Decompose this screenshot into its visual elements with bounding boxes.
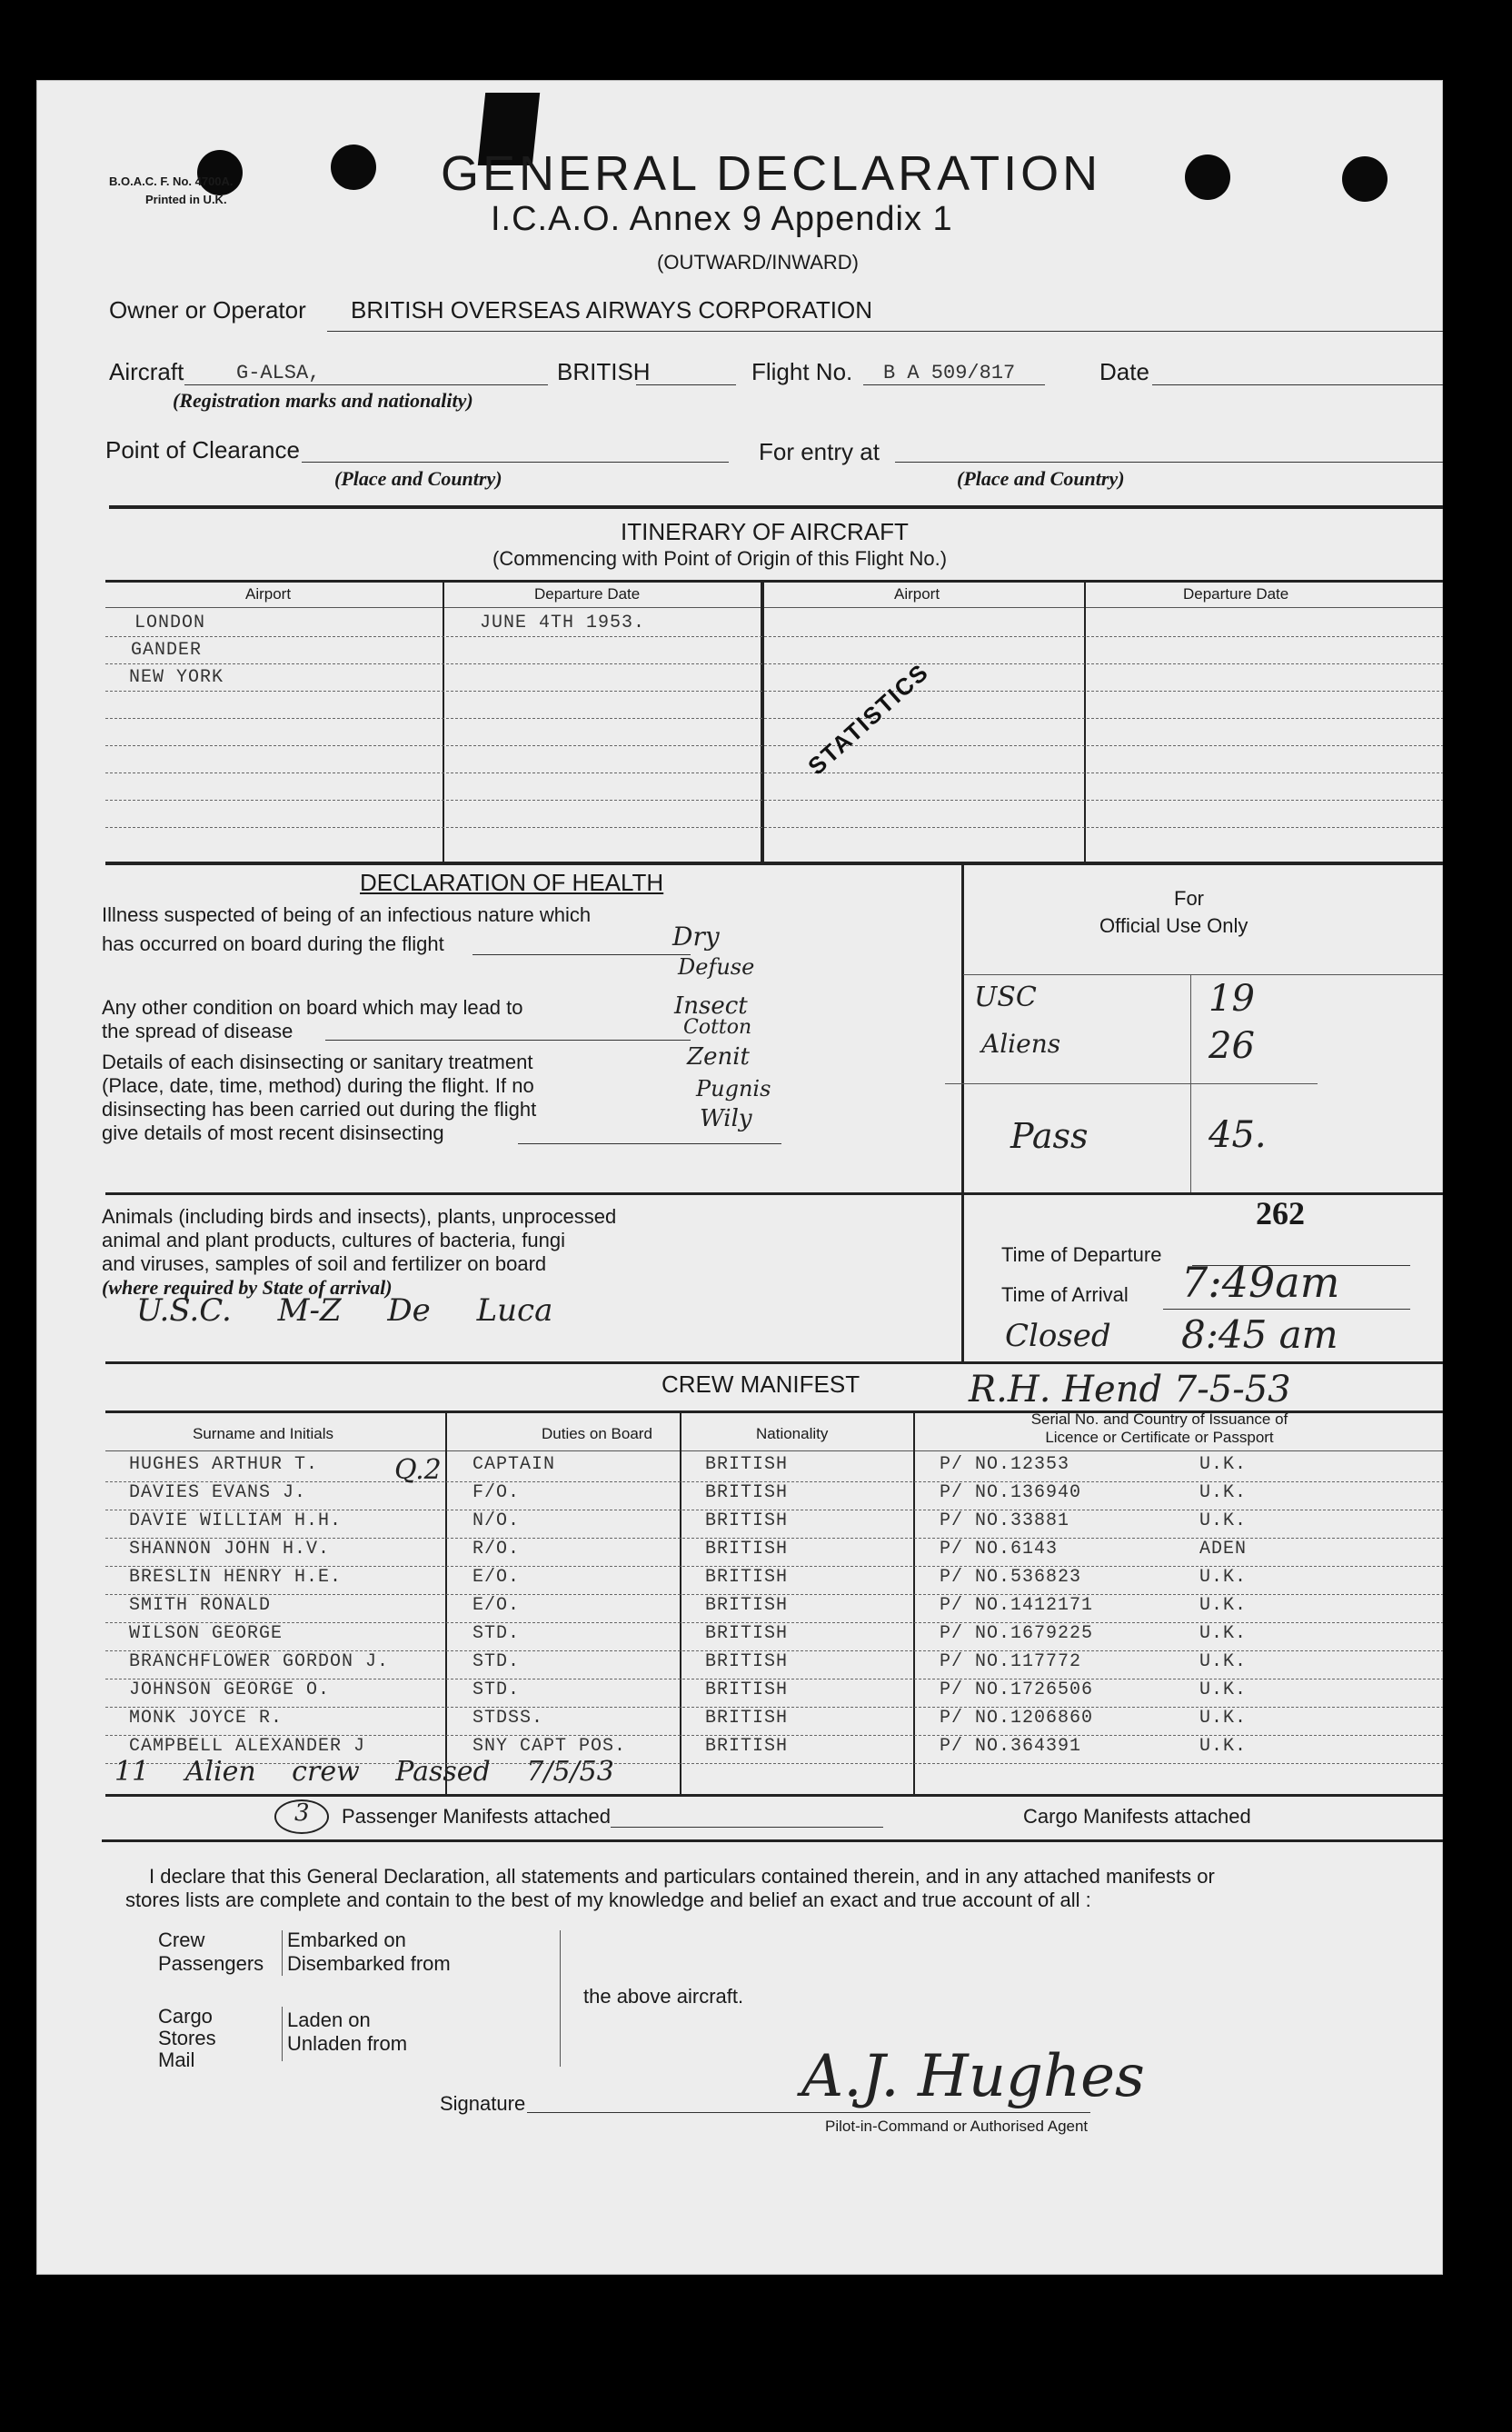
crew-country: U.K. (1199, 1482, 1248, 1503)
crew-serial: P/ NO.117772 (940, 1651, 1082, 1672)
crew-nat: BRITISH (705, 1651, 789, 1672)
crew-duty: STD. (472, 1679, 521, 1700)
passenger-manifest-label: Passenger Manifests attached (342, 1805, 611, 1828)
official-title: For (1174, 887, 1204, 910)
health-q3-line: give details of most recent disinsecting (102, 1121, 444, 1144)
health-q3-line: disinsecting has been carried out during the flight (102, 1098, 537, 1121)
handwritten-note: Zenit (687, 1043, 750, 1071)
crew-nat: BRITISH (705, 1708, 789, 1729)
form-subtitle: I.C.A.O. Annex 9 Appendix 1 (491, 200, 953, 238)
itinerary-bottom (105, 862, 1443, 865)
registration-note: (Registration marks and nationality) (173, 389, 473, 412)
health-q3-line: Details of each disinsecting or sanitary treatment (102, 1051, 533, 1073)
punch-hole (1342, 156, 1388, 202)
itinerary-row-line (105, 718, 1443, 719)
itinerary-airport: NEW YORK (129, 667, 224, 688)
cargo-line (611, 1827, 883, 1828)
crew-duty: E/O. (472, 1567, 521, 1588)
crew-country: U.K. (1199, 1736, 1248, 1757)
itinerary-top (105, 580, 1443, 583)
crew-duty: STD. (472, 1651, 521, 1672)
answer-line (325, 1040, 691, 1041)
animals-line: and viruses, samples of soil and fertilizer on board (102, 1252, 547, 1275)
flight-line (863, 384, 1045, 385)
crew-name: DAVIES EVANS J. (129, 1482, 307, 1503)
crew-country: U.K. (1199, 1567, 1248, 1588)
answer-line (472, 954, 691, 955)
itinerary-header-line (105, 607, 1443, 608)
health-q1-line: has occurred on board during the flight (102, 932, 444, 955)
itinerary-col-line (443, 582, 444, 863)
declaration-line: stores lists are complete and contain to the best of my knowledge and belief an exact and true account of all : (125, 1889, 1091, 1911)
crew-serial: P/ NO.12353 (940, 1454, 1070, 1475)
crew-name: JOHNSON GEORGE O. (129, 1679, 331, 1700)
official-title: Official Use Only (1099, 914, 1248, 937)
crew-serial: P/ NO.1412171 (940, 1595, 1094, 1616)
crew-header-duty: Duties on Board (542, 1425, 652, 1442)
crew-duty: STD. (472, 1623, 521, 1644)
crew-title: CREW MANIFEST (662, 1370, 860, 1398)
crew-nat: BRITISH (705, 1567, 789, 1588)
health-q1-line: Illness suspected of being of an infectious nature which (102, 903, 592, 926)
closed-label: Closed (1005, 1318, 1111, 1354)
crew-duty: STDSS. (472, 1708, 544, 1729)
health-bottom (105, 1192, 963, 1195)
itinerary-row-line (105, 691, 1443, 692)
disembarked-label: Disembarked from (287, 1952, 451, 1975)
itinerary-row-line (105, 745, 1443, 746)
unladen-label: Unladen from (287, 2032, 408, 2055)
divider (109, 505, 1443, 509)
form-title: GENERAL DECLARATION (441, 146, 1102, 201)
crew-bottom (105, 1794, 1443, 1797)
crew-serial: P/ NO.536823 (940, 1567, 1082, 1588)
clearance-label: Point of Clearance (105, 436, 300, 463)
crew-serial: P/ NO.1726506 (940, 1679, 1094, 1700)
crew-country: U.K. (1199, 1623, 1248, 1644)
direction-label: (OUTWARD/INWARD) (657, 251, 859, 274)
itinerary-airport: LONDON (134, 613, 206, 633)
mail-label: Mail (158, 2048, 195, 2071)
crew-country: U.K. (1199, 1679, 1248, 1700)
crew-header-serial: Serial No. and Country of Issuance of Licence or Certificate or Passport (1030, 1410, 1288, 1446)
crew-country: U.K. (1199, 1510, 1248, 1531)
flight-number: B A 509/817 (883, 362, 1016, 384)
flight-label: Flight No. (751, 358, 853, 385)
official-label: USC (974, 982, 1037, 1013)
handwritten-note: Defuse (678, 954, 755, 980)
handwritten-note: Dry (672, 922, 720, 952)
stores-label: Stores (158, 2027, 216, 2049)
clearance-note: (Place and Country) (334, 467, 502, 490)
crew-country: U.K. (1199, 1708, 1248, 1729)
itinerary-date: JUNE 4TH 1953. (480, 613, 646, 633)
pilot-label: Pilot-in-Command or Authorised Agent (825, 2118, 1089, 2135)
signature-line (527, 2112, 1090, 2113)
itinerary-header-airport-2: Airport (894, 585, 940, 603)
officer-initials: R.H. Hend 7-5-53 (969, 1369, 1291, 1410)
brace (282, 2007, 283, 2061)
crew-header-line (105, 1450, 1443, 1451)
crew-col-line (445, 1412, 447, 1794)
departure-label: Time of Departure (1001, 1243, 1162, 1266)
official-row-line (963, 974, 1443, 975)
official-box-line (961, 863, 964, 1363)
crew-name: SMITH RONALD (129, 1595, 272, 1616)
crew-col-line (680, 1412, 681, 1794)
itinerary-row-line (105, 636, 1443, 637)
itinerary-col-line (761, 582, 764, 863)
handwritten-note: Insect (674, 992, 748, 1020)
itinerary-title: ITINERARY OF AIRCRAFT (621, 518, 909, 545)
itinerary-row-line (105, 827, 1443, 828)
crew-serial: P/ NO.33881 (940, 1510, 1070, 1531)
crew-duty: R/O. (472, 1539, 521, 1560)
declaration-form (36, 80, 1443, 2275)
crew-name: MONK JOYCE R. (129, 1708, 284, 1729)
signature-label: Signature (440, 2092, 526, 2115)
crew-nat: BRITISH (705, 1679, 789, 1700)
crew-nat: BRITISH (705, 1482, 789, 1503)
official-value: 26 (1209, 1025, 1255, 1067)
official-bottom (963, 1192, 1443, 1195)
arrival-time: 7:49am (1181, 1258, 1340, 1307)
crew-country: U.K. (1199, 1454, 1248, 1475)
crew-nat: BRITISH (705, 1595, 789, 1616)
cargo-manifest-label: Cargo Manifests attached (1023, 1805, 1251, 1828)
crew-name: DAVIE WILLIAM H.H. (129, 1510, 343, 1531)
official-value: 19 (1209, 978, 1255, 1020)
health-q2-line: Any other condition on board which may lead to (102, 996, 523, 1019)
arrival-label: Time of Arrival (1001, 1283, 1129, 1306)
crew-name: SHANNON JOHN H.V. (129, 1539, 331, 1560)
printed-note: Printed in U.K. (145, 193, 227, 206)
crew-duty: N/O. (472, 1510, 521, 1531)
crew-name: HUGHES ARTHUR T. (129, 1454, 319, 1475)
itinerary-col-line (1084, 582, 1086, 863)
owner-label: Owner or Operator (109, 296, 306, 324)
official-row-line (945, 1083, 1318, 1084)
above-aircraft: the above aircraft. (583, 1985, 744, 2008)
crew-country: U.K. (1199, 1595, 1248, 1616)
crew-footnote: 11 Alien crew Passed 7/5/53 (114, 1756, 614, 1788)
registration-line (184, 384, 548, 385)
crew-country: ADEN (1199, 1539, 1248, 1560)
statistics-stamp: STATISTICS (802, 657, 934, 781)
handwritten-note: Wily (700, 1105, 752, 1132)
animals-line: (where required by State of arrival) (102, 1276, 393, 1299)
punch-hole (1185, 154, 1230, 200)
answer-line (518, 1143, 781, 1144)
crew-nat: BRITISH (705, 1539, 789, 1560)
crew-name: WILSON GEORGE (129, 1623, 284, 1644)
crew-serial: P/ NO.1679225 (940, 1623, 1094, 1644)
crew-nat: BRITISH (705, 1454, 789, 1475)
brace (560, 1930, 561, 2067)
divider (105, 1361, 1443, 1364)
official-value: 45. (1209, 1114, 1267, 1156)
date-label: Date (1099, 358, 1149, 385)
aircraft-nationality: BRITISH (557, 358, 651, 385)
crew-name: BRESLIN HENRY H.E. (129, 1567, 343, 1588)
crew-header-nat: Nationality (756, 1425, 829, 1442)
clearance-line (302, 462, 729, 463)
form-code: B.O.A.C. F. No. 4700A. (109, 174, 234, 188)
date-line (1152, 384, 1443, 385)
handwritten-note: Pugnis (696, 1076, 771, 1101)
owner-line (327, 331, 1443, 332)
passengers-label: Passengers (158, 1952, 264, 1975)
declaration-line: I declare that this General Declaration, all statements and particulars contained therein, and in any attached manifests or (149, 1865, 1215, 1888)
itinerary-subtitle: (Commencing with Point of Origin of this Flight No.) (492, 547, 948, 570)
crew-duty: CAPTAIN (472, 1454, 556, 1475)
health-q3-line: (Place, date, time, method) during the flight. If no (102, 1074, 534, 1097)
crew-nat: BRITISH (705, 1510, 789, 1531)
official-label: Pass (1010, 1116, 1089, 1156)
brace (282, 1930, 283, 1976)
entry-label: For entry at (759, 438, 880, 465)
entry-line (895, 462, 1443, 463)
health-title: DECLARATION OF HEALTH (360, 869, 664, 896)
nationality-line (636, 384, 736, 385)
crew-duty: E/O. (472, 1595, 521, 1616)
crew-duty: F/O. (472, 1482, 521, 1503)
owner-value: BRITISH OVERSEAS AIRWAYS CORPORATION (351, 296, 873, 324)
official-label: Aliens (981, 1029, 1061, 1059)
crew-serial: P/ NO.364391 (940, 1736, 1082, 1757)
aircraft-registration: G-ALSA, (236, 362, 321, 384)
animals-line: animal and plant products, cultures of bacteria, fungi (102, 1229, 565, 1251)
itinerary-header-airport: Airport (245, 585, 292, 603)
handwritten-note: Cotton (683, 1016, 752, 1039)
crew-serial: P/ NO.1206860 (940, 1708, 1094, 1729)
arrival-line (1163, 1309, 1410, 1310)
crew-nat: BRITISH (705, 1736, 789, 1757)
crew-name: CAMPBELL ALEXANDER J (129, 1736, 366, 1757)
itinerary-row-line (105, 772, 1443, 773)
itinerary-airport: GANDER (131, 640, 203, 661)
crew-serial: P/ NO.6143 (940, 1539, 1059, 1560)
crew-col-line (913, 1412, 915, 1794)
punch-hole (331, 145, 376, 190)
aircraft-label: Aircraft (109, 358, 184, 385)
embarked-label: Embarked on (287, 1929, 406, 1951)
animals-handwritten: U.S.C. M-Z De Luca (136, 1292, 553, 1329)
crew-name: BRANCHFLOWER GORDON J. (129, 1651, 390, 1672)
crew-duty: SNY CAPT POS. (472, 1736, 627, 1757)
crew-label: Crew (158, 1929, 205, 1951)
itinerary-row-line (105, 663, 1443, 664)
animals-line: Animals (including birds and insects), plants, unprocessed (102, 1205, 617, 1228)
divider (102, 1839, 1443, 1842)
laden-label: Laden on (287, 2008, 371, 2031)
closed-time: 8:45 am (1181, 1312, 1338, 1357)
entry-note: (Place and Country) (957, 467, 1125, 490)
punch-hole (197, 150, 243, 195)
crew-country: U.K. (1199, 1651, 1248, 1672)
form-number: 262 (1256, 1195, 1305, 1231)
crew-serial: P/ NO.136940 (940, 1482, 1082, 1503)
crew-nat: BRITISH (705, 1623, 789, 1644)
passenger-count: 3 (294, 1799, 310, 1827)
captain-mark: Q.2 (394, 1454, 442, 1486)
signature: A.J. Hughes (801, 2043, 1145, 2110)
itinerary-header-date: Departure Date (534, 585, 641, 603)
itinerary-header-date-2: Departure Date (1183, 585, 1289, 603)
itinerary-row-line (105, 800, 1443, 801)
health-q2-line: the spread of disease (102, 1020, 293, 1042)
crew-header-name: Surname and Initials (193, 1425, 333, 1442)
cargo-label: Cargo (158, 2005, 213, 2028)
